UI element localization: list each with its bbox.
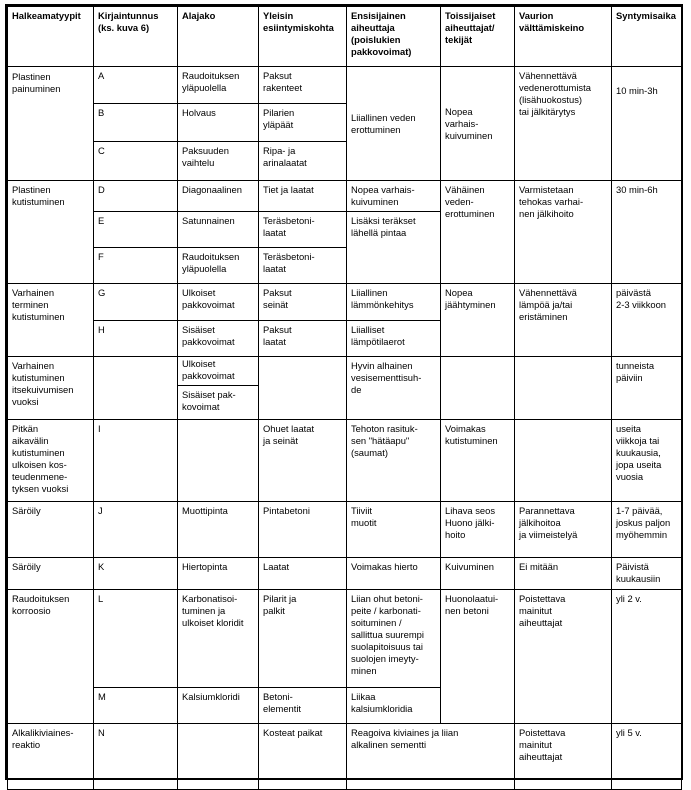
cell-primary-d: Nopea varhais- kuivuminen [347, 181, 441, 212]
cell-loc-f: Teräsbetoni- laatat [259, 248, 347, 284]
cell-prevention-j: Parannettava jälkihoitoa ja viimeistelyä [515, 502, 612, 558]
cell-sub-g: Ulkoiset pakkovoimat [178, 284, 259, 321]
cell-sub-l: Karbonatisoi- tuminen ja ulkoiset kloridit [178, 590, 259, 688]
table-row-g [8, 284, 682, 321]
cell-prevention-k: Ei mitään [515, 558, 612, 590]
table-row-i [8, 420, 682, 502]
header-primary-cause: Ensisijainen aiheuttaja (poislukien pakkovoimat) [347, 7, 441, 67]
cell-time-lm: yli 2 v. [612, 590, 682, 724]
cell-sub-n [178, 724, 259, 790]
cell-type-crazing-j: Säröily [8, 502, 94, 558]
cell-primary-j: Tiiviit muotit [347, 502, 441, 558]
cell-sub-e: Satunnainen [178, 212, 259, 248]
cell-code-k: K [94, 558, 178, 590]
cell-code-i: I [94, 420, 178, 502]
cell-loc-i: Ohuet laatat ja seinät [259, 420, 347, 502]
cell-time-i: useita viikkoja tai kuukausia, jopa useita vuosia [612, 420, 682, 502]
cell-prevention-abc: Vähennettävä vedenerottumista (lisähuokostus) tai jälkitärytys [515, 67, 612, 181]
cell-time-k: Päivistä kuukausiin [612, 558, 682, 590]
cell-time-abc: 10 min-3h [612, 67, 682, 181]
cell-sub-f: Raudoituksen yläpuolella [178, 248, 259, 284]
cell-sub-autogenous-external: Ulkoiset pakkovoimat [178, 357, 259, 386]
header-onset-time: Syntymisaika [612, 7, 682, 67]
cell-prevention-n: Poistettava mainitut aiheuttajat [515, 724, 612, 790]
cell-code-n: N [94, 724, 178, 790]
cell-loc-n: Kosteat paikat [259, 724, 347, 790]
cell-loc-autogenous [259, 357, 347, 420]
cell-primary-m: Liikaa kalsiumkloridia [347, 688, 441, 724]
cell-code-f: F [94, 248, 178, 284]
table-row-j [8, 502, 682, 558]
cell-code-d: D [94, 181, 178, 212]
header-common-location: Yleisin esiintymiskohta [259, 7, 347, 67]
cell-code-c: C [94, 142, 178, 181]
cell-primary-abc: Liiallinen veden erottuminen [347, 67, 441, 181]
cell-code-e: E [94, 212, 178, 248]
cell-sub-a: Raudoituksen yläpuolella [178, 67, 259, 104]
header-letter-code: Kirjaintunnus (ks. kuva 6) [94, 7, 178, 67]
header-row [8, 7, 682, 67]
cell-loc-l: Pilarit ja palkit [259, 590, 347, 688]
cell-secondary-autogenous [441, 357, 515, 420]
table-row-autogenous-1 [8, 357, 682, 386]
cell-primary-h: Liialliset lämpötilaerot [347, 321, 441, 357]
cell-prevention-gh: Vähennettävä lämpöä ja/tai eristäminen [515, 284, 612, 357]
cell-time-autogenous: tunneista päiviin [612, 357, 682, 420]
cell-type-asr: Alkalikiviaines- reaktio [8, 724, 94, 790]
cell-secondary-lm: Huonolaatui- nen betoni [441, 590, 515, 724]
cell-sub-i [178, 420, 259, 502]
cell-code-h: H [94, 321, 178, 357]
crack-type-table-frame [5, 4, 683, 780]
table-row-l [8, 590, 682, 688]
cell-secondary-def: Vähäinen veden- erottuminen [441, 181, 515, 284]
cell-code-b: B [94, 104, 178, 142]
cell-sub-d: Diagonaalinen [178, 181, 259, 212]
cell-loc-m: Betoni- elementit [259, 688, 347, 724]
table-row-d [8, 181, 682, 212]
cell-primary-n: Reagoiva kiviaines ja liian alkalinen sementti [347, 724, 515, 790]
cell-secondary-j: Lihava seos Huono jälki- hoito [441, 502, 515, 558]
cell-code-autogenous [94, 357, 178, 420]
header-crack-type: Halkeamatyypit [8, 7, 94, 67]
cell-secondary-gh: Nopea jäähtyminen [441, 284, 515, 357]
cell-type-autogenous: Varhainen kutistuminen itsekuivumisen vuoksi [8, 357, 94, 420]
cell-time-def: 30 min-6h [612, 181, 682, 284]
cell-loc-j: Pintabetoni [259, 502, 347, 558]
cell-prevention-lm: Poistettava mainitut aiheuttajat [515, 590, 612, 724]
cell-time-gh: päivästä 2-3 viikkoon [612, 284, 682, 357]
cell-type-corrosion: Raudoituksen korroosio [8, 590, 94, 724]
cell-sub-j: Muottipinta [178, 502, 259, 558]
cell-sub-m: Kalsiumkloridi [178, 688, 259, 724]
cell-code-g: G [94, 284, 178, 321]
cell-secondary-k: Kuivuminen [441, 558, 515, 590]
cell-loc-g: Paksut seinät [259, 284, 347, 321]
cell-sub-h: Sisäiset pakkovoimat [178, 321, 259, 357]
cell-type-crazing-k: Säröily [8, 558, 94, 590]
cell-prevention-autogenous [515, 357, 612, 420]
cell-sub-autogenous-internal: Sisäiset pak- kovoimat [178, 386, 259, 420]
header-prevention: Vaurion välttämiskeino [515, 7, 612, 67]
table-row-n [8, 724, 682, 790]
cell-sub-b: Holvaus [178, 104, 259, 142]
header-secondary-causes: Toissijaiset aiheuttajat/ tekijät [441, 7, 515, 67]
cell-loc-c: Ripa- ja arinalaatat [259, 142, 347, 181]
cell-secondary-i: Voimakas kutistuminen [441, 420, 515, 502]
table-row-a [8, 67, 682, 104]
cell-type-plastic-shrinkage: Plastinen kutistuminen [8, 181, 94, 284]
cell-primary-l: Liian ohut betoni- peite / karbonati- soituminen / sallittua suurempi suolapitoisuus tai suolojen imeyty- minen [347, 590, 441, 688]
cell-loc-k: Laatat [259, 558, 347, 590]
cell-code-l: L [94, 590, 178, 688]
cell-primary-i: Tehoton rasituk- sen "hätäapu" (saumat) [347, 420, 441, 502]
cell-loc-h: Paksut laatat [259, 321, 347, 357]
cell-loc-d: Tiet ja laatat [259, 181, 347, 212]
cell-type-long-term: Pitkän aikavälin kutistuminen ulkoisen kos- teudenmene- tyksen vuoksi [8, 420, 94, 502]
cell-loc-b: Pilarien yläpäät [259, 104, 347, 142]
cell-prevention-def: Varmistetaan tehokas varhai- nen jälkihoito [515, 181, 612, 284]
cell-time-n: yli 5 v. [612, 724, 682, 790]
cell-sub-c: Paksuuden vaihtelu [178, 142, 259, 181]
cell-sub-k: Hiertopinta [178, 558, 259, 590]
cell-time-j: 1-7 päivää, joskus paljon myöhemmin [612, 502, 682, 558]
cell-loc-a: Paksut rakenteet [259, 67, 347, 104]
cell-primary-g: Liiallinen lämmönkehitys [347, 284, 441, 321]
cell-code-a: A [94, 67, 178, 104]
cell-type-early-thermal: Varhainen terminen kutistuminen [8, 284, 94, 357]
cell-type-plastic-settlement: Plastinen painuminen [8, 67, 94, 181]
cell-code-j: J [94, 502, 178, 558]
cell-primary-k: Voimakas hierto [347, 558, 441, 590]
table-row-k [8, 558, 682, 590]
cell-secondary-abc: Nopea varhais- kuivuminen [441, 67, 515, 181]
cell-prevention-i [515, 420, 612, 502]
cell-code-m: M [94, 688, 178, 724]
cell-primary-ef: Lisäksi teräkset lähellä pintaa [347, 212, 441, 284]
header-subdivision: Alajako [178, 7, 259, 67]
cell-loc-e: Teräsbetoni- laatat [259, 212, 347, 248]
crack-type-table [7, 6, 682, 790]
cell-primary-autogenous: Hyvin alhainen vesisementtisuh- de [347, 357, 441, 420]
